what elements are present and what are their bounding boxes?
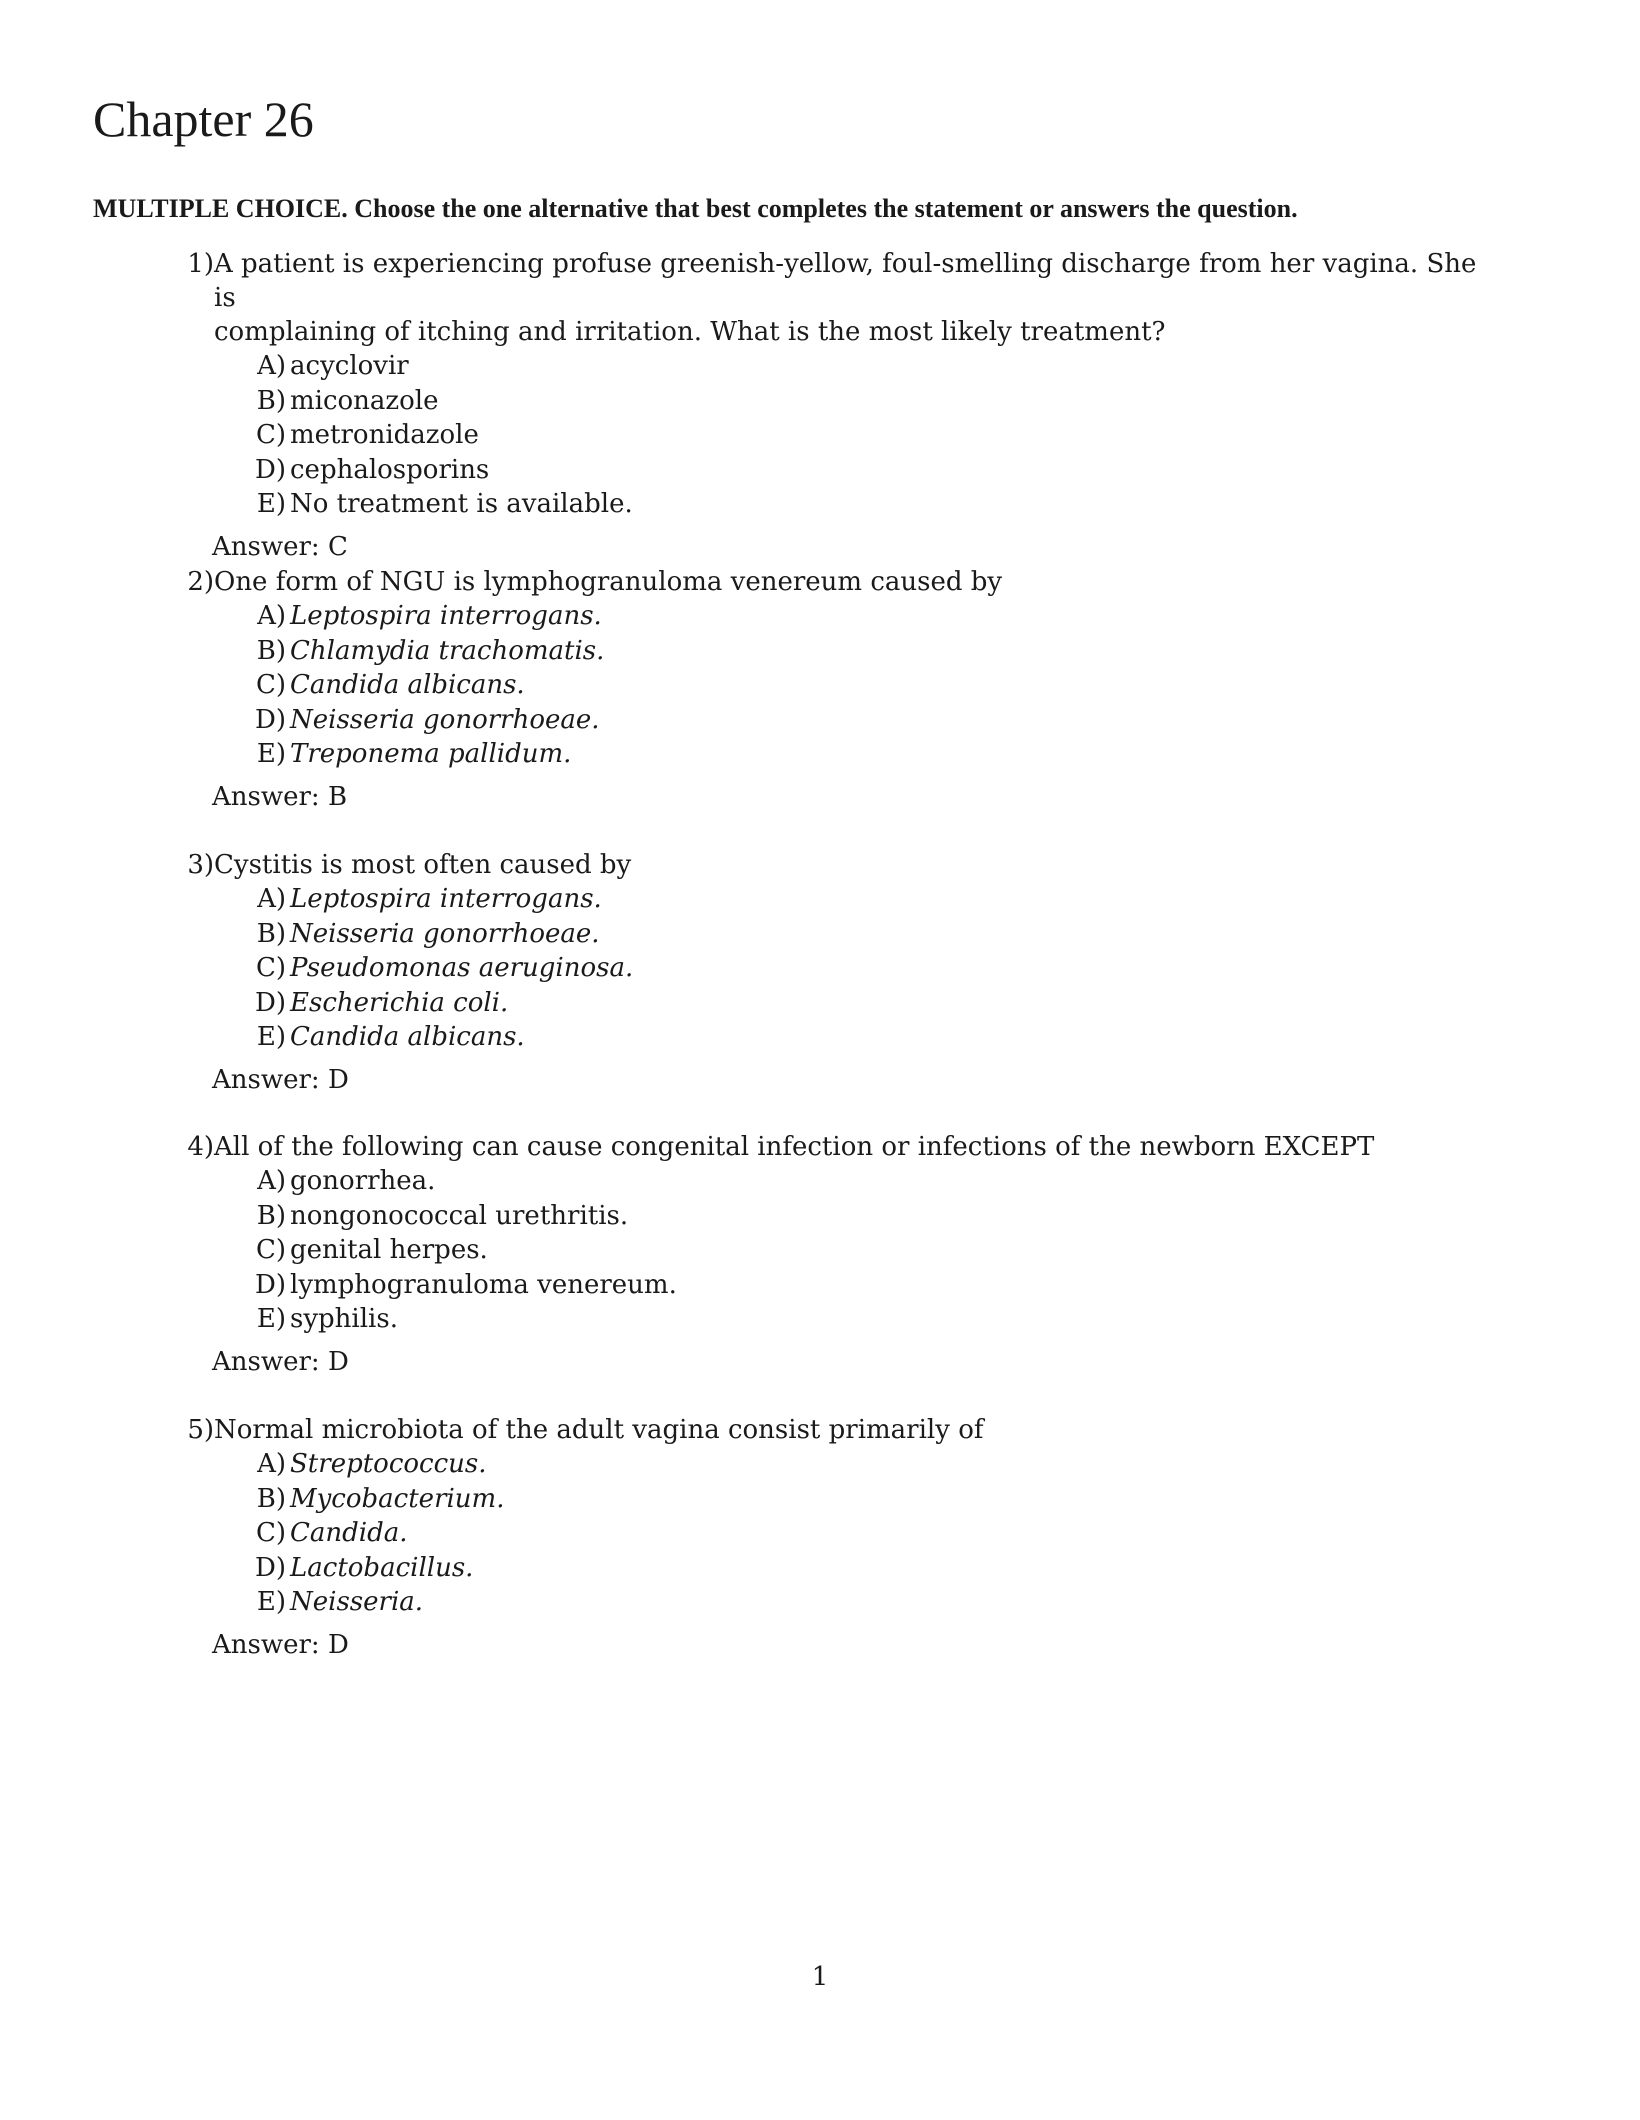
option-letter: D) xyxy=(255,454,286,485)
option-text: Treponema pallidum. xyxy=(290,739,572,769)
option-letter: B) xyxy=(256,1483,286,1514)
question-number: 1) xyxy=(187,249,214,279)
answer-options xyxy=(182,1447,1482,1620)
option-text: Neisseria gonorrhoeae. xyxy=(290,918,600,949)
option-text: cephalosporins xyxy=(290,454,490,485)
option-b xyxy=(250,384,1482,419)
option-letter: E) xyxy=(256,1587,286,1617)
option-text: Leptospira interrogans. xyxy=(290,601,602,631)
option-text: Mycobacterium. xyxy=(290,1483,505,1514)
chapter-title: Chapter 26 xyxy=(93,91,314,147)
option-text: Neisseria gonorrhoeae. xyxy=(290,704,600,735)
option-text: miconazole xyxy=(290,385,439,416)
option-text: Candida albicans. xyxy=(290,670,525,700)
question-3 xyxy=(182,848,1482,1097)
option-e xyxy=(250,1585,1482,1620)
option-text: Pseudomonas aeruginosa. xyxy=(290,953,634,983)
answer-options xyxy=(182,599,1482,772)
answer-options xyxy=(182,1164,1482,1337)
answer-options xyxy=(182,882,1482,1055)
option-e xyxy=(250,737,1482,772)
question-stem xyxy=(182,247,1482,315)
section-instructions: MULTIPLE CHOICE. Choose the one alternative that best completes the statement or answers the question. xyxy=(93,194,1298,223)
answer-key: Answer: D xyxy=(212,1346,349,1377)
question-4 xyxy=(182,1130,1482,1379)
option-text: genital herpes. xyxy=(290,1235,488,1265)
option-letter: C) xyxy=(255,1518,286,1548)
option-c xyxy=(250,1233,1482,1268)
answer-key: Answer: C xyxy=(212,531,348,562)
option-text: Lactobacillus. xyxy=(290,1552,474,1583)
question-number: 4) xyxy=(187,1132,214,1162)
question-text-continued: complaining of itching and irritation. What is the most likely treatment? xyxy=(214,317,1166,347)
option-text: Leptospira interrogans. xyxy=(290,884,602,914)
answer-key: Answer: B xyxy=(212,781,348,812)
option-b xyxy=(250,917,1482,952)
option-text: syphilis. xyxy=(290,1304,398,1334)
option-e xyxy=(250,487,1482,522)
option-letter: C) xyxy=(255,953,286,983)
option-letter: A) xyxy=(257,351,286,381)
question-number: 5) xyxy=(187,1415,214,1445)
option-letter: D) xyxy=(255,987,286,1018)
option-e xyxy=(250,1302,1482,1337)
question-stem xyxy=(182,1130,1482,1164)
question-text: Cystitis is most often caused by xyxy=(214,850,632,880)
option-letter: C) xyxy=(255,670,286,700)
option-letter: A) xyxy=(257,1449,286,1479)
option-letter: E) xyxy=(256,739,286,769)
option-d xyxy=(250,453,1482,488)
option-text: No treatment is available. xyxy=(290,489,633,519)
option-text: Escherichia coli. xyxy=(290,987,509,1018)
question-1 xyxy=(182,247,1482,564)
option-a xyxy=(250,1164,1482,1199)
option-text: Neisseria. xyxy=(290,1587,424,1617)
option-c xyxy=(250,1516,1482,1551)
option-text: Candida. xyxy=(290,1518,408,1548)
option-text: gonorrhea. xyxy=(290,1166,436,1196)
option-letter: E) xyxy=(256,489,286,519)
question-text: A patient is experiencing profuse greenish-yellow, foul-smelling discharge from her vagina. She is xyxy=(214,249,1477,313)
option-c xyxy=(250,668,1482,703)
option-letter: B) xyxy=(256,385,286,416)
answer-key: Answer: D xyxy=(212,1064,349,1095)
question-text: All of the following can cause congenital infection or infections of the newborn EXCEPT xyxy=(214,1132,1375,1162)
question-text: Normal microbiota of the adult vagina consist primarily of xyxy=(214,1415,984,1445)
option-letter: A) xyxy=(257,884,286,914)
option-text: nongonococcal urethritis. xyxy=(290,1200,629,1231)
option-letter: B) xyxy=(256,918,286,949)
option-letter: D) xyxy=(255,704,286,735)
question-stem xyxy=(182,848,1482,882)
option-b xyxy=(250,634,1482,669)
option-text: Streptococcus. xyxy=(290,1449,487,1479)
option-letter: C) xyxy=(255,420,286,450)
option-c xyxy=(250,418,1482,453)
option-text: metronidazole xyxy=(290,420,479,450)
option-letter: E) xyxy=(256,1304,286,1334)
option-letter: A) xyxy=(257,1166,286,1196)
question-2 xyxy=(182,565,1482,814)
question-stem xyxy=(182,565,1482,599)
option-letter: E) xyxy=(256,1022,286,1052)
option-d xyxy=(250,1268,1482,1303)
question-number: 2) xyxy=(187,567,214,597)
option-b xyxy=(250,1199,1482,1234)
option-d xyxy=(250,703,1482,738)
option-e xyxy=(250,1020,1482,1055)
question-5 xyxy=(182,1413,1482,1662)
option-c xyxy=(250,951,1482,986)
page-number: 1 xyxy=(811,1962,829,1992)
answer-options xyxy=(182,349,1482,522)
option-text: lymphogranuloma venereum. xyxy=(290,1269,677,1300)
option-b xyxy=(250,1482,1482,1517)
option-text: Candida albicans. xyxy=(290,1022,525,1052)
option-a xyxy=(250,1447,1482,1482)
question-text: One form of NGU is lymphogranuloma venereum caused by xyxy=(214,567,1003,597)
option-letter: A) xyxy=(257,601,286,631)
option-letter: B) xyxy=(256,1200,286,1231)
option-letter: D) xyxy=(255,1552,286,1583)
option-a xyxy=(250,882,1482,917)
option-a xyxy=(250,349,1482,384)
option-d xyxy=(250,1551,1482,1586)
option-text: Chlamydia trachomatis. xyxy=(290,635,605,666)
question-number: 3) xyxy=(187,850,214,880)
option-letter: C) xyxy=(255,1235,286,1265)
option-letter: D) xyxy=(255,1269,286,1300)
option-a xyxy=(250,599,1482,634)
answer-key: Answer: D xyxy=(212,1629,349,1660)
option-letter: B) xyxy=(256,635,286,666)
question-stem xyxy=(182,1413,1482,1447)
option-d xyxy=(250,986,1482,1021)
option-text: acyclovir xyxy=(290,351,409,381)
